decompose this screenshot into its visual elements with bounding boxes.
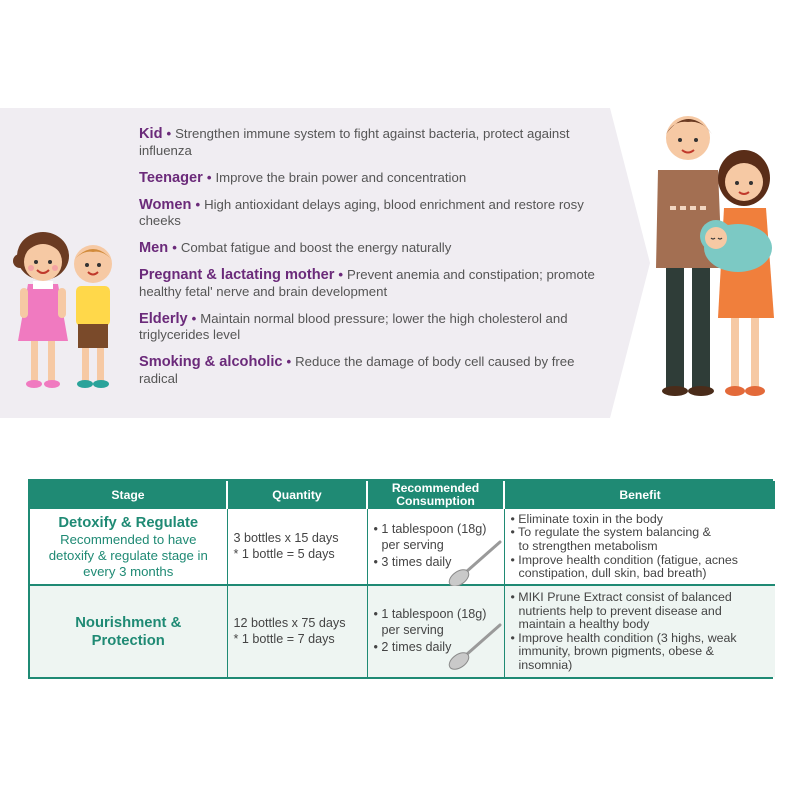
benefit-label: Elderly: [139, 310, 188, 327]
bullet-separator: •: [195, 196, 201, 212]
kids-illustration: [8, 226, 123, 401]
quantity-line: 12 bottles x 75 days: [233, 616, 346, 631]
benefit-line: immunity, brown pigments, obese &: [518, 644, 714, 659]
stage-note: Recommended to have detoxify & regulate stage in every 3 months: [48, 531, 208, 579]
benefit-label: Pregnant & lactating mother: [139, 267, 335, 283]
benefit-label: Men: [139, 240, 169, 256]
benefit-line: • Improve health condition (3 highs, weak: [510, 630, 737, 645]
benefit-text: Reduce the damage of body cell caused by free radical: [139, 354, 575, 386]
consumption-line: per serving: [381, 537, 444, 552]
consumption-line: • 3 times daily: [373, 555, 452, 570]
quantity-cell: [227, 585, 367, 677]
bullet-separator: •: [191, 310, 197, 326]
benefit-list: [139, 126, 614, 398]
benefit-line: • Improve health condition (fatigue, acnes: [510, 552, 739, 567]
benefit-line: maintain a healthy body: [518, 617, 650, 632]
benefit-label: Women: [139, 196, 192, 213]
benefit-item-men: [139, 240, 614, 257]
table-header-row: [30, 481, 775, 509]
benefit-cell: [504, 585, 775, 677]
consumption-cell: [367, 509, 504, 585]
benefit-item-elderly: [139, 311, 614, 344]
benefit-text: Improve the brain power and concentration: [215, 169, 467, 185]
benefit-item-pregnant: [139, 267, 614, 300]
consumption-line: • 2 times daily: [373, 640, 452, 655]
benefit-line: insomnia): [518, 657, 573, 672]
benefit-line: • MIKI Prune Extract consist of balanced: [510, 589, 732, 604]
stage-title: Nourishment & Protection: [75, 614, 182, 649]
bullet-separator: •: [206, 169, 212, 185]
benefit-line: constipation, dull skin, bad breath): [518, 566, 707, 581]
consumption-line: • 1 tablespoon (18g): [373, 522, 487, 537]
bullet-separator: •: [286, 354, 292, 369]
table-row: [30, 585, 775, 677]
stage-title: Detoxify & Regulate: [58, 514, 199, 531]
quantity-line: 3 bottles x 15 days: [233, 531, 339, 546]
benefit-item-kid: [139, 126, 614, 159]
quantity-line: * 1 bottle = 7 days: [233, 631, 335, 646]
benefits-banner: [0, 108, 800, 418]
benefit-line: • Eliminate toxin in the body: [510, 511, 663, 526]
header-quantity: Quantity: [227, 481, 367, 509]
header-consumption: Recommended Consumption: [367, 481, 504, 509]
benefit-text: Strengthen immune system to fight against bacteria, protect against influenza: [139, 126, 570, 158]
benefit-item-women: [139, 197, 614, 230]
header-benefit: Benefit: [504, 481, 775, 509]
family-illustration: [636, 108, 786, 403]
bullet-separator: •: [338, 267, 344, 282]
benefit-line: to strengthen metabolism: [518, 538, 658, 553]
table-row: [30, 509, 775, 585]
stage-cell: [30, 509, 227, 585]
benefit-label: Smoking & alcoholic: [139, 354, 283, 370]
consumption-table: [28, 479, 773, 679]
benefit-line: nutrients help to prevent disease and: [518, 603, 722, 618]
stage-cell: [30, 585, 227, 677]
benefit-text: Maintain normal blood pressure; lower the high cholesterol and triglycerides level: [139, 310, 568, 342]
benefit-text: High antioxidant delays aging, blood enrichment and restore rosy cheeks: [139, 196, 584, 228]
benefit-item-teenager: [139, 170, 614, 187]
bullet-separator: •: [172, 240, 177, 255]
benefit-text: Prevent anemia and constipation; promote healthy fetal' nerve and brain development: [139, 267, 595, 299]
benefit-line: • To regulate the system balancing &: [510, 525, 711, 540]
benefit-cell: [504, 509, 775, 585]
quantity-line: * 1 bottle = 5 days: [233, 546, 335, 561]
benefit-text: Combat fatigue and boost the energy naturally: [180, 240, 452, 255]
benefit-item-smoking: [139, 354, 614, 387]
quantity-cell: [227, 509, 367, 585]
bullet-separator: •: [166, 126, 172, 141]
spoon-icon: [446, 539, 502, 587]
benefit-label: Kid: [139, 126, 163, 142]
consumption-cell: [367, 585, 504, 677]
benefit-label: Teenager: [139, 169, 203, 186]
consumption-line: • 1 tablespoon (18g): [373, 607, 487, 622]
consumption-line: per serving: [381, 622, 444, 637]
spoon-icon: [446, 622, 502, 670]
header-stage: Stage: [30, 481, 227, 509]
